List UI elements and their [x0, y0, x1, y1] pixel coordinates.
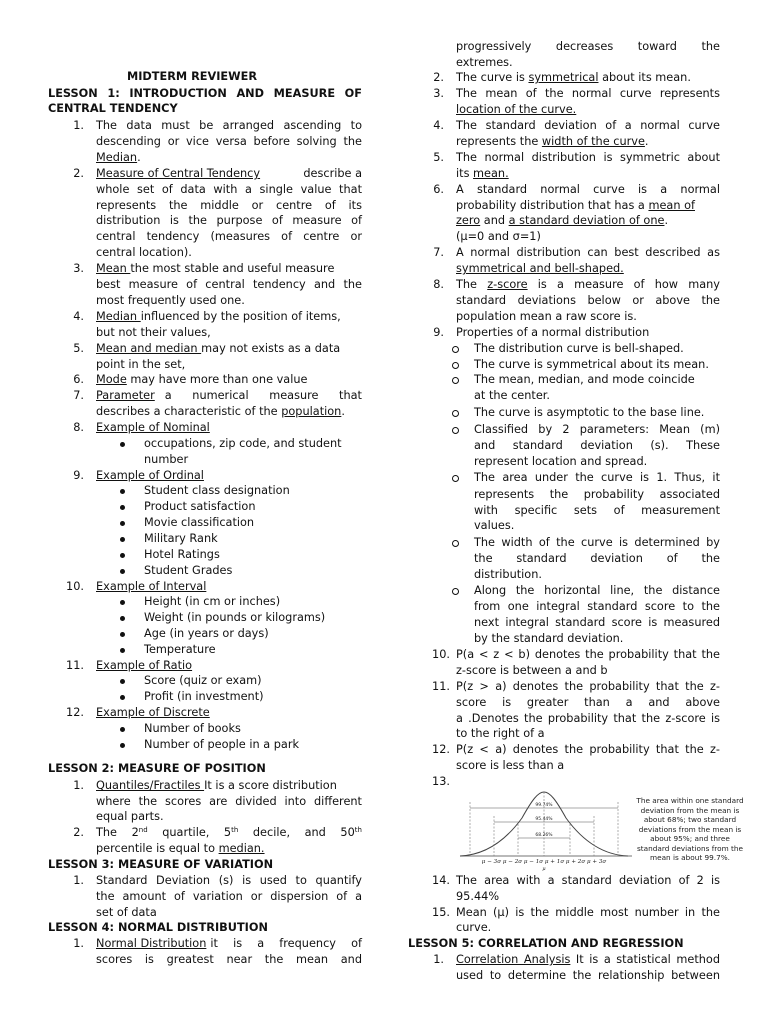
list-item: 13.: [432, 775, 450, 788]
sub-item: Along the horizontal line, the distance: [474, 583, 720, 599]
bullet-item: Height (in cm or inches): [144, 594, 362, 610]
bullet-item: Student class designation: [144, 483, 362, 499]
list-item: 1. Standard Deviation (s) is used to quantify: [73, 874, 362, 887]
circle-bullet-icon: [452, 346, 459, 353]
list-item: 3. The mean of the normal curve represents: [433, 87, 720, 100]
sub-item: The curve is asymptotic to the base line.: [474, 405, 720, 421]
list-item: 14. The area with a standard deviation of 2 is: [432, 874, 720, 887]
bullet-icon: [120, 521, 125, 526]
lesson-1-heading-line1: LESSON 1: INTRODUCTION AND MEASURE OF: [48, 87, 362, 100]
bullet-icon: [120, 489, 125, 494]
sub-item: The area under the curve is 1. Thus, it: [474, 470, 720, 486]
list-item: 12. P(z < a) denotes the probability that the z-: [432, 743, 720, 756]
list-item: 3. Mean the most stable and useful measure: [73, 262, 335, 275]
pct-label-1sd: 68.26%: [535, 833, 553, 838]
axis-labels: μ − 3σ μ − 2σ μ − 1σ μ + 1σ μ + 2σ μ + 3σ: [481, 859, 607, 865]
circle-bullet-icon: [452, 427, 459, 434]
list-item: 8. The z-score is a measure of how many: [433, 278, 720, 291]
document-title: MIDTERM REVIEWER: [126, 70, 258, 83]
list-item: 7. A normal distribution can best described as: [433, 246, 720, 259]
list-item: 9. Example of Ordinal: [73, 469, 204, 482]
circle-bullet-icon: [452, 410, 459, 417]
bullet-item: occupations, zip code, and student: [144, 436, 362, 452]
bullet-item: Profit (in investment): [144, 689, 362, 705]
bullet-icon: [120, 743, 125, 748]
lesson-5-heading: LESSON 5: CORRELATION AND REGRESSION: [408, 937, 684, 950]
list-item: 12. Example of Discrete: [66, 706, 210, 719]
bullet-item: Score (quiz or exam): [144, 673, 362, 689]
list-item: 10. P(a < z < b) denotes the probability that the: [432, 648, 720, 661]
bullet-item: Temperature: [144, 642, 362, 658]
sub-item: The width of the curve is determined by: [474, 535, 720, 551]
figure-caption: The area within one standard deviation from the mean is about 68%; two standard deviations from the mean is about 95%; and three standard deviations from the mean is about 99.7%.: [636, 796, 744, 862]
bullet-item: Movie classification: [144, 515, 362, 531]
list-item: 11. P(z > a) denotes the probability that the z-: [432, 680, 720, 693]
list-item: 4. Median influenced by the position of items,: [73, 310, 341, 323]
pct-label-2sd: 95.44%: [535, 817, 553, 822]
bullet-item: Hotel Ratings: [144, 547, 362, 563]
sub-item: The mean, median, and mode coincide: [474, 372, 720, 388]
circle-bullet-icon: [452, 540, 459, 547]
bullet-icon: [120, 632, 125, 637]
list-item: 1. The data must be arranged ascending to: [73, 119, 362, 132]
bullet-item: Student Grades: [144, 563, 362, 579]
lesson-2-heading: LESSON 2: MEASURE OF POSITION: [48, 762, 266, 775]
list-item: 15. Mean (μ) is the middle most number in the: [432, 906, 720, 919]
circle-bullet-icon: [452, 377, 459, 384]
normal-curve-figure: [456, 782, 636, 872]
sub-item: The distribution curve is bell-shaped.: [474, 341, 720, 357]
bullet-item: Number of people in a park: [144, 737, 362, 753]
list-item: 2. The 2nd quartile, 5th decile, and 50th: [73, 826, 362, 839]
lesson-4-heading: LESSON 4: NORMAL DISTRIBUTION: [48, 921, 268, 934]
list-item: 9. Properties of a normal distribution: [433, 326, 650, 339]
list-item: 6. Mode may have more than one value: [73, 373, 308, 386]
list-item: 1. Correlation Analysis It is a statistical method: [433, 953, 720, 966]
bullet-icon: [120, 727, 125, 732]
list-item: 1. Quantiles/Fractiles It is a score distribution: [73, 779, 337, 792]
list-item: 8. Example of Nominal: [73, 421, 210, 434]
list-item: 10. Example of Interval: [66, 580, 207, 593]
bullet-icon: [120, 695, 125, 700]
bullet-item: Weight (in pounds or kilograms): [144, 610, 362, 626]
mu-label: μ: [542, 866, 546, 872]
list-item: 2. Measure of Central Tendency describe a: [73, 167, 362, 180]
bullet-icon: [120, 569, 125, 574]
bullet-icon: [120, 537, 125, 542]
bullet-icon: [120, 442, 125, 447]
list-item: 7. Parameter a numerical measure that: [73, 389, 362, 402]
bullet-item: Military Rank: [144, 531, 362, 547]
bullet-icon: [120, 616, 125, 621]
bullet-item: Product satisfaction: [144, 499, 362, 515]
list-item: 11. Example of Ratio: [66, 659, 193, 672]
bullet-icon: [120, 648, 125, 653]
list-item: 5. The normal distribution is symmetric about: [433, 151, 720, 164]
bullet-item: Age (in years or days): [144, 626, 362, 642]
list-item: 6. A standard normal curve is a normal: [433, 183, 720, 196]
bullet-icon: [120, 553, 125, 558]
sub-item: The curve is symmetrical about its mean.: [474, 357, 720, 373]
lesson-1-heading-line2: CENTRAL TENDENCY: [48, 102, 178, 115]
bullet-icon: [120, 505, 125, 510]
circle-bullet-icon: [452, 362, 459, 369]
list-item: 4. The standard deviation of a normal curve: [433, 119, 720, 132]
list-item: 1. Normal Distribution it is a frequency of: [73, 937, 362, 950]
list-item: 5. Mean and median may not exists as a data: [73, 342, 341, 355]
circle-bullet-icon: [452, 475, 459, 482]
bullet-item: Number of books: [144, 721, 362, 737]
bullet-icon: [120, 679, 125, 684]
circle-bullet-icon: [452, 588, 459, 595]
lesson-3-heading: LESSON 3: MEASURE OF VARIATION: [48, 858, 274, 871]
bullet-icon: [120, 600, 125, 605]
list-item: 2. The curve is symmetrical about its mean.: [433, 71, 691, 84]
pct-label-3sd: 99.74%: [535, 803, 553, 808]
sub-item: Classified by 2 parameters: Mean (m): [474, 422, 720, 438]
